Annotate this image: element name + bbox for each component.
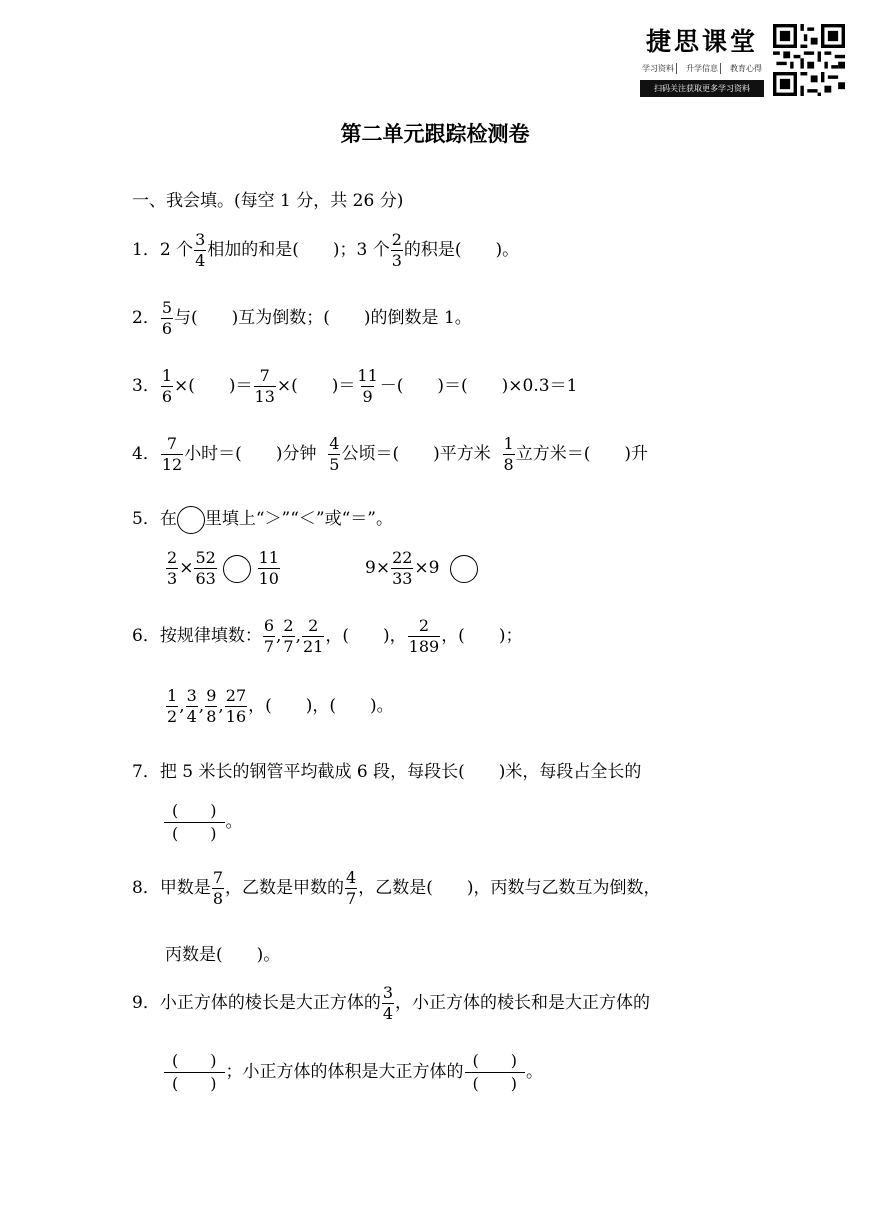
- fraction: $\frac{3}{4}$: [195, 230, 206, 270]
- question-text: ，( )；: [441, 626, 523, 646]
- answer-circle[interactable]: [450, 555, 478, 583]
- compare-item-b: [365, 550, 478, 587]
- page-title: 第二单元跟踪检测卷: [340, 122, 530, 146]
- question-9-line-2: [163, 1050, 543, 1095]
- question-text: 按规律填数：: [159, 626, 262, 646]
- question-9: [132, 985, 650, 1022]
- question-number: 9．: [132, 993, 160, 1013]
- fraction: $\frac{4}{5}$: [329, 434, 340, 474]
- compare-circle-icon: [177, 506, 205, 534]
- question-number: 3．: [132, 376, 160, 396]
- question-4: [132, 436, 648, 473]
- brand-block: [640, 22, 764, 97]
- question-number: 7．: [132, 762, 160, 782]
- question-text: 小正方体的棱长是大正方体的: [159, 993, 381, 1013]
- fraction: $\frac{11}{9}$: [357, 366, 378, 406]
- question-text: 。: [526, 1062, 543, 1082]
- question-text: 的积是( )。: [403, 240, 520, 260]
- fraction: $\frac{1}{8}$: [503, 434, 514, 474]
- fraction: $\frac{7}{13}$: [254, 366, 275, 406]
- fraction: $\frac{4}{7}$: [346, 868, 357, 908]
- fraction: $\frac{2}{3}$: [391, 230, 402, 270]
- fraction: $\frac{27}{16}$: [225, 686, 247, 726]
- fraction: $\frac{22}{33}$: [392, 548, 413, 588]
- question-6-row-2: $\frac{1}{2}$ , $\frac{3}{4}$ , $\frac{9}{8}$ , $\frac{27}{16}$ ，( )，( )。: [167, 686, 394, 726]
- question-6: 6．按规律填数： $\frac{6}{7}$ , $\frac{2}{7}$ , $\frac{2}{21}$ ，( )， $\frac{2}{189}$ ，( )；: [132, 616, 523, 656]
- question-text: －( )＝( )×0.3＝1: [379, 376, 578, 396]
- question-7: [132, 757, 641, 782]
- brand-banner: 扫码关注获取更多学习资料: [640, 80, 764, 97]
- brand-tags: [640, 63, 764, 74]
- question-text: 与( )互为倒数；( )的倒数是 1。: [174, 308, 472, 328]
- question-text: 立方米＝( )升: [515, 444, 648, 464]
- question-number: 2．: [132, 308, 160, 328]
- brand-tag: 教育心得: [730, 64, 762, 73]
- question-text: ，( )，( )。: [248, 696, 394, 716]
- fraction: $\frac{11}{10}$: [258, 548, 279, 588]
- fraction: $\frac{7}{8}$: [212, 868, 224, 908]
- question-number: 6．: [132, 626, 160, 646]
- question-text: ，小正方体的棱长和是大正方体的: [395, 993, 651, 1013]
- qr-code-icon[interactable]: [773, 24, 845, 96]
- fraction: $\frac{3}{4}$: [186, 686, 197, 726]
- question-text: ×( )＝: [174, 376, 253, 396]
- question-1: [132, 232, 519, 269]
- fraction: $\frac{2}{7}$: [283, 616, 294, 656]
- question-text: 9×: [365, 558, 391, 578]
- answer-circle[interactable]: [223, 555, 251, 583]
- brand-name: 捷思课堂: [645, 27, 758, 56]
- question-text: 里填上“＞”“＜”或“＝”。: [204, 509, 393, 529]
- question-text: 公顷＝( )平方米: [341, 444, 491, 464]
- section-heading: 一、我会填。(每空 1 分，共 26 分): [132, 191, 404, 211]
- fraction: $\frac{2}{21}$: [303, 616, 324, 656]
- answer-fraction-blank[interactable]: $\frac{( )}{( )}$: [164, 1050, 225, 1095]
- question-text: ×( )＝: [276, 376, 356, 396]
- question-8: [132, 870, 660, 907]
- question-3: [132, 368, 577, 405]
- answer-fraction-blank[interactable]: $\frac{( )}{( )}$: [164, 800, 225, 845]
- question-text: 在: [159, 509, 177, 529]
- fraction: $\frac{52}{63}$: [195, 548, 216, 588]
- brand-tag: 升学信息: [684, 63, 721, 74]
- answer-fraction-blank[interactable]: $\frac{( )}{( )}$: [465, 1050, 526, 1095]
- question-text: 相加的和是( )；3 个: [207, 240, 390, 260]
- fraction: $\frac{2}{3}$: [167, 548, 178, 588]
- question-text: 把 5 米长的钢管平均截成 6 段，每段长( )米，每段占全长的: [159, 762, 642, 782]
- question-5: [132, 504, 393, 534]
- fraction: $\frac{2}{189}$: [408, 616, 440, 656]
- question-text: ，乙数是甲数的: [225, 878, 345, 898]
- fraction: $\frac{7}{12}$: [161, 434, 183, 474]
- question-number: 8．: [132, 878, 160, 898]
- question-text: ；小正方体的体积是大正方体的: [225, 1062, 464, 1082]
- fraction: $\frac{6}{7}$: [263, 616, 275, 656]
- operator: ×: [179, 558, 194, 578]
- question-2: [132, 300, 472, 337]
- question-text: ，( )，: [325, 626, 407, 646]
- question-text: 2 个: [159, 240, 194, 260]
- question-text: ，乙数是( )，丙数与乙数互为倒数，: [358, 878, 661, 898]
- fraction: $\frac{5}{6}$: [161, 298, 173, 338]
- question-text: ×9: [414, 558, 440, 578]
- brand-tag: 学习资料: [640, 63, 677, 74]
- question-text: 甲数是: [159, 878, 211, 898]
- compare-item-a: [165, 550, 281, 587]
- question-number: 5．: [132, 509, 160, 529]
- question-8-line-2: 丙数是( )。: [165, 945, 281, 965]
- fraction: $\frac{9}{8}$: [206, 686, 217, 726]
- fraction: $\frac{1}{2}$: [167, 686, 178, 726]
- question-text: 小时＝( )分钟: [184, 444, 317, 464]
- fraction: $\frac{1}{6}$: [161, 366, 173, 406]
- question-number: 4．: [132, 444, 160, 464]
- question-7-answer: [163, 800, 243, 845]
- question-text: 。: [225, 812, 243, 832]
- fraction: $\frac{3}{4}$: [382, 983, 394, 1023]
- question-number: 1．: [132, 240, 160, 260]
